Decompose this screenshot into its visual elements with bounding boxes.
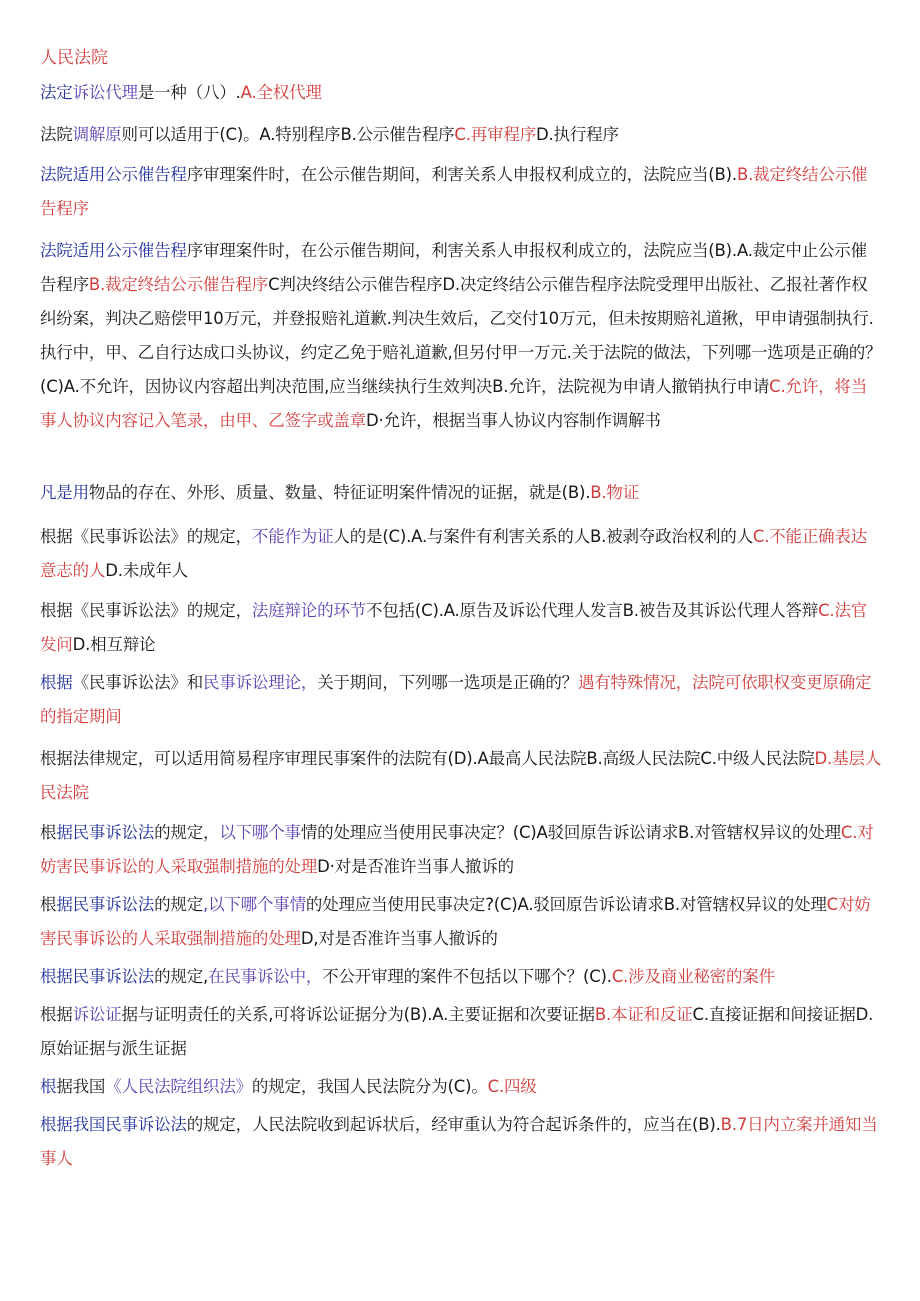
question-text: 据我国: [56, 1077, 106, 1096]
question-text: 则可以适用于(C)。A.特别程序B.公示催告程序: [121, 125, 455, 144]
question-text: D.相互辩论: [72, 635, 156, 654]
question-text: 根据: [40, 1005, 73, 1024]
keyword-text: 法定: [40, 83, 73, 102]
keyword-text: 据民事诉讼法: [56, 895, 155, 914]
question-item: [40, 76, 882, 110]
question-text: 情的处理应当使用民事决定？(C)A驳回原告诉讼请求B.对管辖权异议的处理: [300, 823, 841, 842]
answer-text: D.基层人民法院: [40, 749, 881, 802]
question-text: 《民事诉讼法》和: [72, 673, 204, 692]
question-item: [40, 594, 882, 662]
answer-text: B.裁定终结公示催告程序: [40, 165, 868, 218]
question-text: D.执行程序: [536, 125, 619, 144]
question-text: 法院: [40, 125, 73, 144]
question-text: 根据《民事诉讼法》的规定，: [40, 601, 252, 620]
answer-text: C.对妨害民事诉讼的人采取强制措施的处理: [40, 823, 874, 876]
answer-text: C.法官发问: [40, 601, 868, 654]
page-title: 人民法院: [40, 48, 108, 68]
keyword-text: 根据: [40, 673, 73, 692]
question-text: 根据法律规定，可以适用简易程序审理民事案件的法院有(D).A最高人民法院B.高级人民法院C.中级人民法院: [40, 749, 815, 768]
keyword-text: 根据民事诉讼法: [40, 967, 155, 986]
answer-text: C.四级: [487, 1077, 537, 1096]
question-text: 的规定,: [154, 967, 209, 986]
keyword-text: 凡是用: [40, 483, 89, 502]
question-text: 关于期间，下列哪一选项是正确的？: [317, 673, 578, 692]
keyword-text: 诉讼证: [72, 1005, 122, 1024]
question-text: 是一种（八）.: [137, 83, 241, 102]
keyword-text: 根据我国民事诉讼法: [40, 1115, 187, 1134]
question-text: 序审理案件时，在公示催告期间，利害关系人申报权利成立的，法院应当(B).: [186, 165, 737, 184]
question-text: 据与证明责任的关系,可将诉讼证据分为(B).A.主要证据和次要证据: [121, 1005, 595, 1024]
question-text: D·对是否准许当事人撤诉的: [317, 857, 514, 876]
answer-text: 遇有特殊情况，法院可依职权变更原确定的指定期间: [40, 673, 872, 726]
keyword-text: 调解原: [72, 125, 122, 144]
keyword-text: 民事诉讼理论，: [203, 673, 318, 692]
question-text: D.未成年人: [105, 561, 188, 580]
question-item: [40, 520, 882, 588]
question-text: 的规定: [154, 895, 204, 914]
answer-text: B.7日内立案并通知当事人: [40, 1115, 878, 1168]
question-text: 的规定，: [154, 823, 220, 842]
answer-text: B.物证: [590, 483, 640, 502]
keyword-text: 据民事诉讼法: [56, 823, 155, 842]
question-text: D,对是否准许当事人撤诉的: [300, 929, 498, 948]
question-text: 根据《民事诉讼法》的规定，: [40, 527, 252, 546]
question-text: D·允许，根据当事人协议内容制作调解书: [366, 411, 661, 430]
question-text: 的规定，人民法院收到起诉状后，经审重认为符合起诉条件的，应当在(B).: [186, 1115, 721, 1134]
answer-text: C.不能正确表达意志的人: [40, 527, 868, 580]
question-item: [40, 118, 882, 152]
question-text: 的处理应当使用民事决定?(C)A.驳回原告诉讼请求B.对管辖权异议的处理: [305, 895, 827, 914]
keyword-text: ,以下哪个事情: [203, 895, 306, 914]
question-text: 人的是(C).A.与案件有利害关系的人B.被剥夺政治权利的人: [333, 527, 753, 546]
question-item: [40, 666, 882, 734]
question-text: 根: [40, 823, 57, 842]
question-item: [40, 742, 882, 810]
keyword-text: 不能作为证: [251, 527, 334, 546]
question-text: 的规定，我国人民法院分为(C)。: [251, 1077, 488, 1096]
keyword-text: 法庭辩论的环节: [251, 601, 367, 620]
question-item: [40, 1108, 882, 1176]
keyword-text: 在民事诉讼中，: [208, 967, 323, 986]
question-item: [40, 960, 882, 994]
question-text: 序审理案件时，在公示催告期间，利害关系人申报权利成立的，法院应当(B).A.裁定中止公示催告程序: [40, 241, 867, 294]
question-text: 根: [40, 895, 57, 914]
keyword-text: 以下哪个事: [219, 823, 301, 842]
question-item: [40, 998, 882, 1066]
question-text: 物品的存在、外形、质量、数量、特征证明案件情况的证据，就是(B).: [88, 483, 591, 502]
keyword-text: 法院适用公示催告程: [40, 165, 187, 184]
question-text: C.直接证据和间接证据D.原始证据与派生证据: [40, 1005, 874, 1058]
answer-text: A.全权代理: [240, 83, 322, 102]
answer-text: C对妨害民事诉讼的人采取强制措施的处理: [40, 895, 871, 948]
question-item: [40, 234, 882, 438]
keyword-text: 《人民法院组织法》: [105, 1077, 252, 1096]
question-text: C判决终结公示催告程序D.决定终结公示催告程序法院受理甲出版社、乙报社著作权纠纷案，判决乙赔偿甲10万元，并登报赔礼道歉.判决生效后，乙交付10万元，但未按期赔礼道揪，甲申请强制执行.执行中，甲、乙自行达成口头协议，约定乙免于赔礼道歉,但另付甲一万元.关于法院的做法，下列哪一选项是正确的？(C)A.不允许，因协议内容超出判决范围,应当继续执行生效判决B.允许，法院视为申请人撤销执行申请: [40, 275, 882, 396]
question-text: 不公开审理的案件不包括以下哪个？(C).: [322, 967, 612, 986]
keyword-text: 法院适用公示催告程: [40, 241, 187, 260]
answer-text: C.涉及商业秘密的案件: [611, 967, 775, 986]
keyword-text: 根: [40, 1077, 57, 1096]
question-item: [40, 816, 882, 884]
keyword-text: 诉讼代理: [72, 83, 138, 102]
answer-text: C.允许，将当事人协议内容记入笔录，由甲、乙签字或盖章: [40, 377, 868, 430]
question-item: [40, 888, 882, 956]
question-item: [40, 158, 882, 226]
answer-text: C.再审程序: [454, 125, 536, 144]
answer-text: B.本证和反证: [594, 1005, 693, 1024]
question-item: [40, 1070, 882, 1104]
question-text: 不包括(C).A.原告及诉讼代理人发言B.被告及其诉讼代理人答辩: [366, 601, 819, 620]
question-item: [40, 476, 882, 510]
answer-text: B.裁定终结公示催告程序: [88, 275, 269, 294]
